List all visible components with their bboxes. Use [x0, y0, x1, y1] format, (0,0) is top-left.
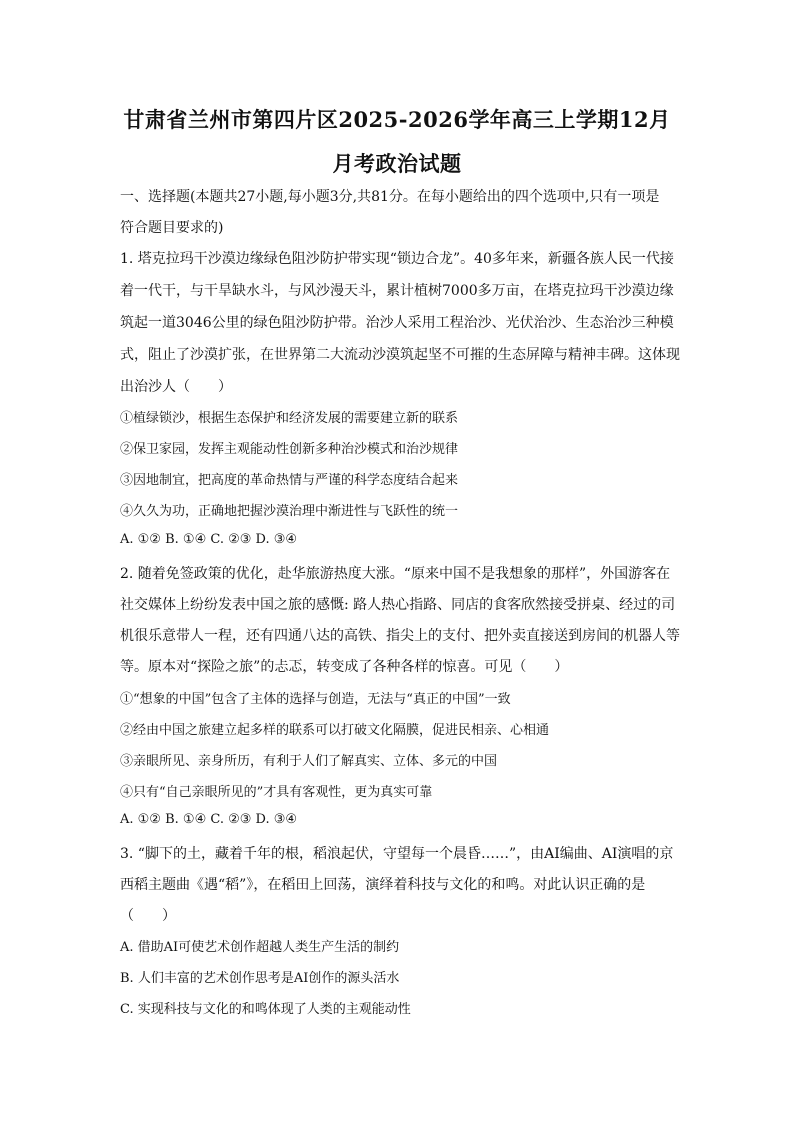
q3-stem-line-1: 3. “脚下的土，藏着千年的根，稻浪起伏，守望每一个晨昏……”，由AI编曲、AI演唱的京 [120, 846, 674, 862]
q1-stem-line-4: 式，阻止了沙漠扩张，在世界第二大流动沙漠筑起坚不可摧的生态屏障与精神丰碑。这体现 [120, 347, 680, 363]
q2-stem-line-2: 社交媒体上纷纷发表中国之旅的感慨: 路人热心指路、同店的食客欣然接受拼桌、经过的司 [120, 597, 676, 613]
q3-option-b: B. 人们丰富的艺术创作思考是AI创作的源头活水 [120, 971, 400, 986]
q2-stem-line-3: 机很乐意带人一程，还有四通八达的高铁、指尖上的支付、把外卖直接送到房间的机器人等 [120, 628, 680, 644]
section-heading-line-1: 一、选择题(本题共27小题,每小题3分,共81分。在每小题给出的四个选项中,只有一项是 [120, 189, 660, 205]
q3-stem-line-3: （ ） [120, 908, 176, 924]
q2-stem-line-4: 等。原本对“探险之旅”的忐忑，转变成了各种各样的惊喜。可见（ ） [120, 659, 569, 675]
q1-stem-line-5: 出治沙人（ ） [120, 379, 232, 395]
q1-item-3: ③因地制宜，把高度的革命热情与严谨的科学态度结合起来 [120, 473, 459, 488]
q2-item-1: ①“想象的中国”包含了主体的选择与创造，无法与“真正的中国”一致 [120, 692, 511, 707]
q1-stem-line-2: 着一代干，与干旱缺水斗，与风沙漫天斗，累计植树7000多万亩，在塔克拉玛干沙漠边缘 [120, 283, 674, 299]
q2-item-2: ②经由中国之旅建立起多样的联系可以打破文化隔膜，促进民相亲、心相通 [120, 723, 550, 738]
q2-item-3: ③亲眼所见、亲身所历，有利于人们了解真实、立体、多元的中国 [120, 754, 498, 769]
q2-choices: A. ①② B. ①④ C. ②③ D. ③④ [120, 812, 298, 827]
q1-stem-line-1: 1. 塔克拉玛干沙漠边缘绿色阻沙防护带实现“锁边合龙”。40多年来，新疆各族人民一代接 [120, 251, 674, 267]
q1-stem-line-3: 筑起一道3046公里的绿色阻沙防护带。治沙人采用工程治沙、光伏治沙、生态治沙三种模 [120, 315, 674, 331]
q1-item-1: ①植绿锁沙，根据生态保护和经济发展的需要建立新的联系 [120, 411, 459, 426]
q1-item-4: ④久久为功，正确地把握沙漠治理中渐进性与飞跃性的统一 [120, 504, 459, 519]
q2-item-4: ④只有“自己亲眼所见的”才具有客观性，更为真实可靠 [120, 785, 433, 800]
section-heading-line-2: 符合题目要求的) [120, 220, 224, 236]
exam-title-line-1: 甘肃省兰州市第四片区2025-2026学年高三上学期12月 [123, 107, 671, 132]
q3-option-c: C. 实现科技与文化的和鸣体现了人类的主观能动性 [120, 1002, 411, 1017]
q1-item-2: ②保卫家园，发挥主观能动性创新多种治沙模式和治沙规律 [120, 442, 459, 457]
exam-title-line-2: 月考政治试题 [332, 151, 462, 176]
q3-option-a: A. 借助AI可使艺术创作超越人类生产生活的制约 [120, 940, 400, 955]
q1-choices: A. ①② B. ①④ C. ②③ D. ③④ [120, 532, 298, 547]
q2-stem-line-1: 2. 随着免签政策的优化，赴华旅游热度大涨。“原来中国不是我想象的那样”，外国游客在 [120, 566, 671, 582]
q3-stem-line-2: 西稻主题曲《遇“稻”》，在稻田上回荡，演绎着科技与文化的和鸣。对此认识正确的是 [120, 877, 646, 893]
